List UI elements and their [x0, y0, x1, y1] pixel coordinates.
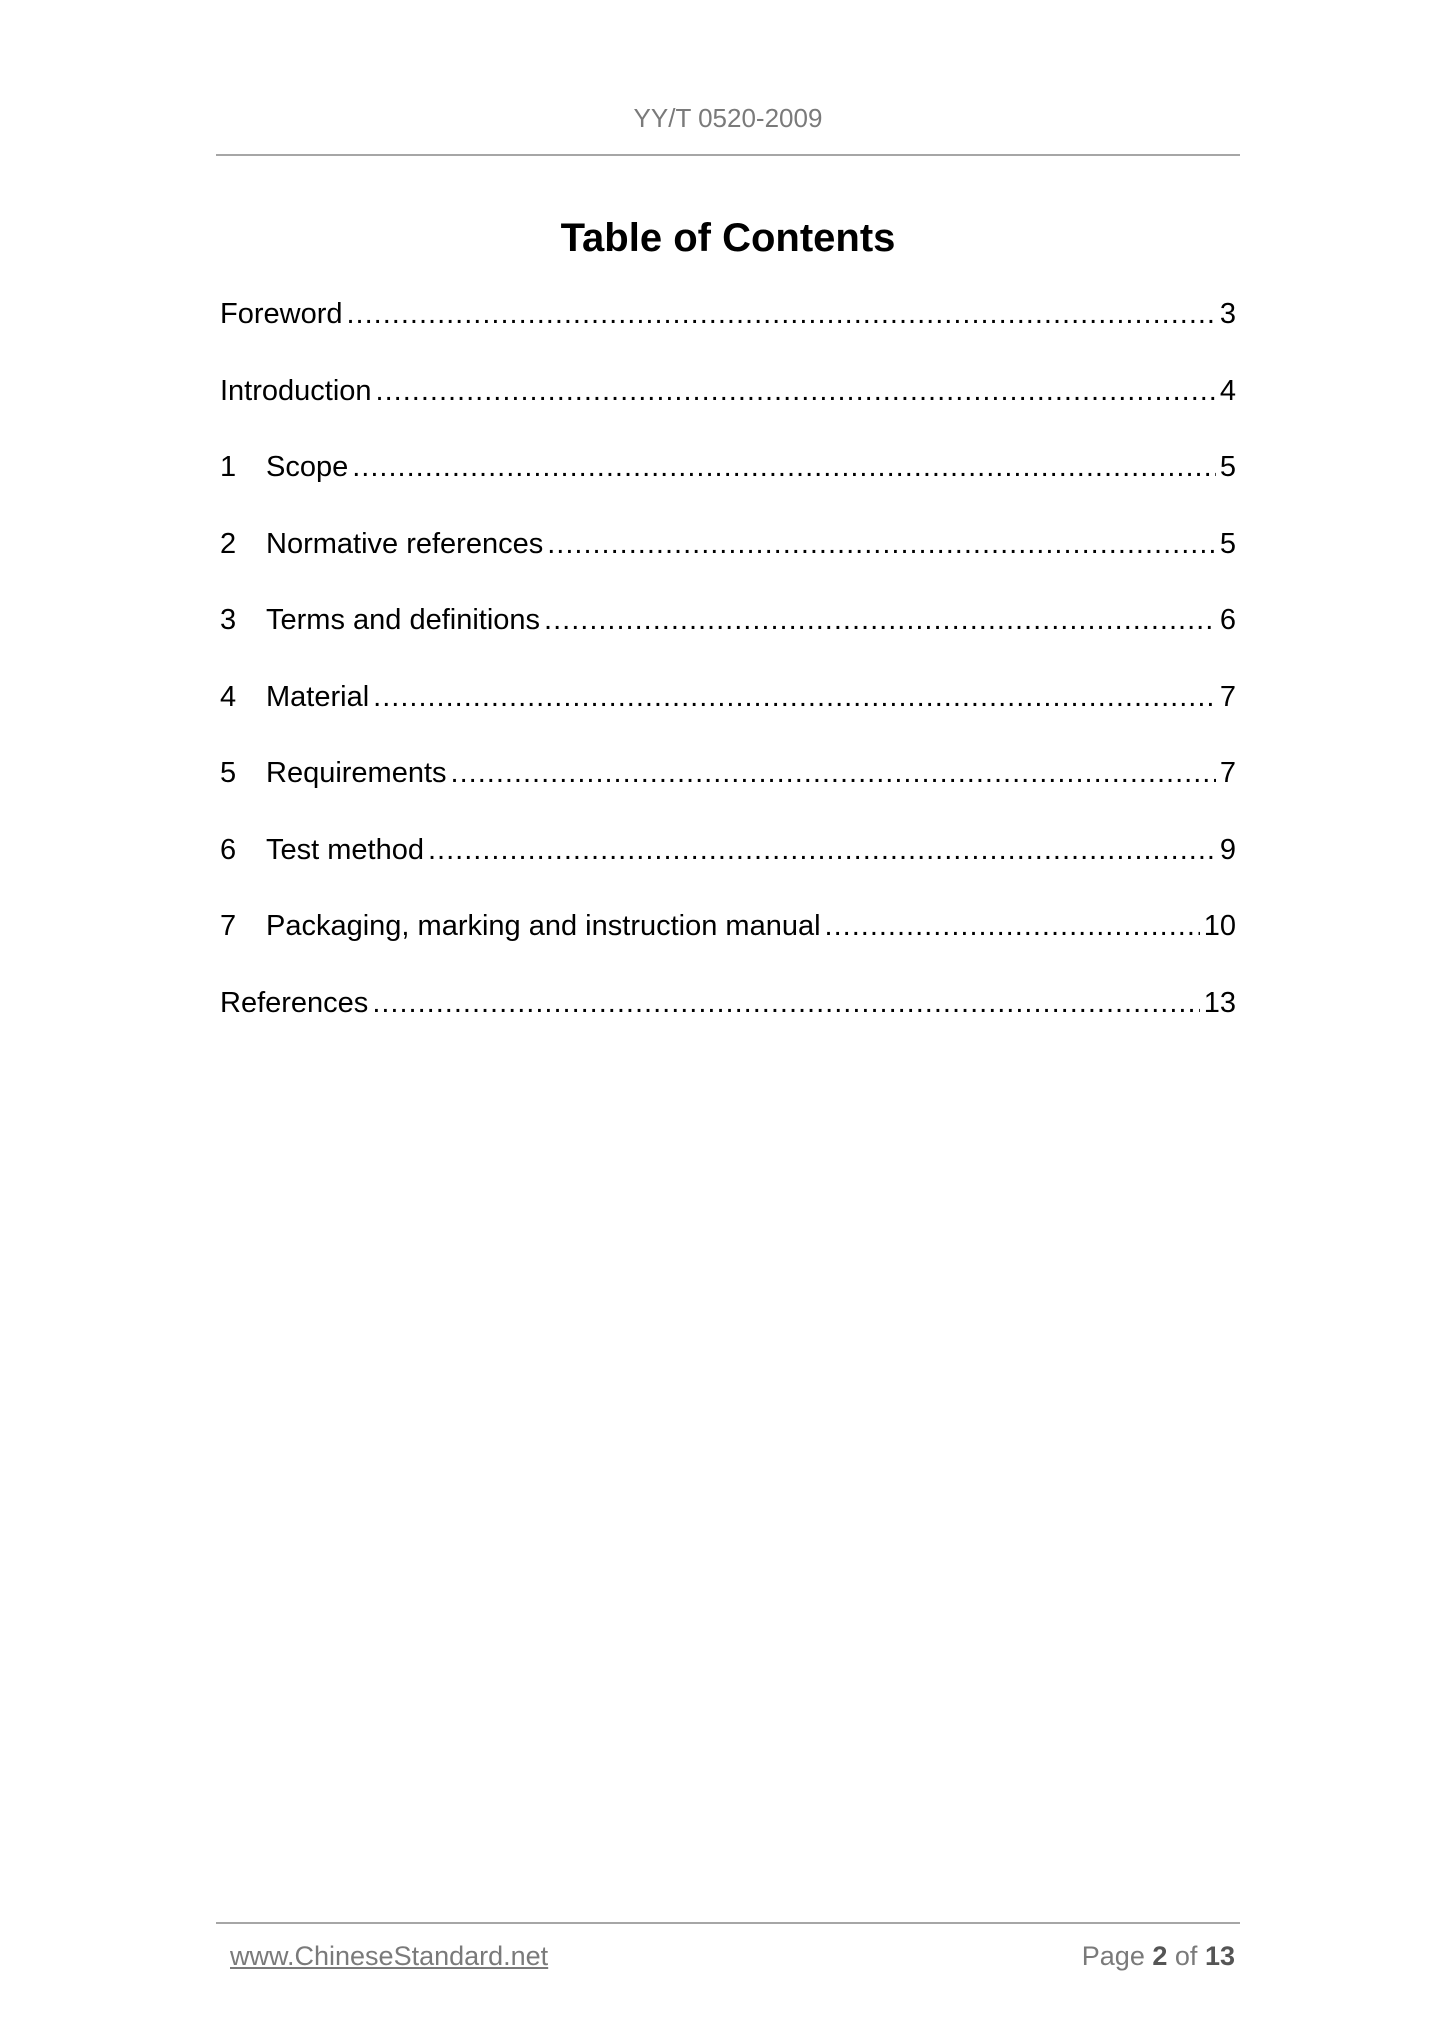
toc-entry-material[interactable] [220, 679, 1236, 756]
toc-entry-introduction[interactable] [220, 373, 1236, 450]
toc-entry-page: 6 [1219, 604, 1236, 636]
toc-entry-page: 5 [1219, 451, 1236, 483]
toc-entry-number: 4 [220, 680, 237, 713]
toc-entry-page: 4 [1219, 374, 1236, 407]
page-of: of [1174, 1941, 1198, 1971]
toc-entry-number: 2 [220, 527, 237, 560]
page-title: Table of Contents [560, 216, 896, 260]
toc-entry-number: 1 [220, 451, 237, 483]
site-link[interactable]: www.ChineseStandard.net [230, 1941, 549, 1971]
toc-entry-label: References [220, 986, 369, 1019]
toc-entry-number: 3 [220, 604, 237, 636]
page-current: 2 [1152, 1941, 1168, 1971]
toc-entry-test-method[interactable] [220, 832, 1236, 909]
toc-entry-page: 7 [1219, 680, 1236, 713]
toc-entry-label: Material [266, 680, 370, 713]
toc-entry-foreword[interactable] [220, 296, 1236, 373]
header-divider [216, 154, 1240, 156]
toc-entry-page: 13 [1203, 986, 1236, 1019]
toc-entry-label: Introduction [220, 374, 372, 407]
toc-leader-dots [451, 755, 1216, 791]
toc-entry-label: Terms and definitions [266, 604, 541, 636]
toc-entry-number: 6 [220, 833, 237, 866]
page-prefix: Page [1081, 1941, 1145, 1971]
toc-entry-page: 5 [1219, 527, 1236, 560]
toc-entry-label: Packaging, marking and instruction manual [266, 910, 821, 942]
toc-entry-normative-references[interactable] [220, 526, 1236, 603]
document-code-header: YY/T 0520-2009 [633, 103, 823, 133]
toc-entry-page: 3 [1219, 298, 1236, 330]
toc-leader-dots [544, 602, 1216, 638]
toc-entry-number: 7 [220, 910, 237, 942]
toc-entry-page: 9 [1219, 833, 1236, 866]
toc-leader-dots [373, 679, 1216, 715]
toc-entry-label: Normative references [266, 527, 544, 560]
page-indicator [1082, 1940, 1235, 1972]
toc-leader-dots [428, 832, 1216, 868]
toc-entry-label: Foreword [220, 298, 343, 330]
toc-leader-dots [347, 296, 1216, 332]
toc-leader-dots [825, 908, 1200, 944]
toc-entry-requirements[interactable] [220, 755, 1236, 832]
toc-entry-number: 5 [220, 757, 237, 789]
table-of-contents [220, 296, 1236, 1061]
footer-divider [216, 1922, 1240, 1924]
toc-entry-packaging[interactable] [220, 908, 1236, 985]
toc-entry-label: Requirements [266, 757, 447, 789]
toc-leader-dots [372, 985, 1199, 1021]
toc-entry-page: 7 [1219, 757, 1236, 789]
toc-entry-label: Scope [266, 451, 349, 483]
toc-entry-label: Test method [266, 833, 424, 866]
toc-entry-scope[interactable] [220, 449, 1236, 526]
toc-leader-dots [547, 526, 1216, 562]
toc-leader-dots [352, 449, 1216, 485]
toc-entry-terms-and-definitions[interactable] [220, 602, 1236, 679]
toc-entry-page: 10 [1203, 910, 1236, 942]
toc-leader-dots [376, 373, 1216, 409]
toc-entry-references[interactable] [220, 985, 1236, 1062]
page-total: 13 [1204, 1941, 1235, 1971]
